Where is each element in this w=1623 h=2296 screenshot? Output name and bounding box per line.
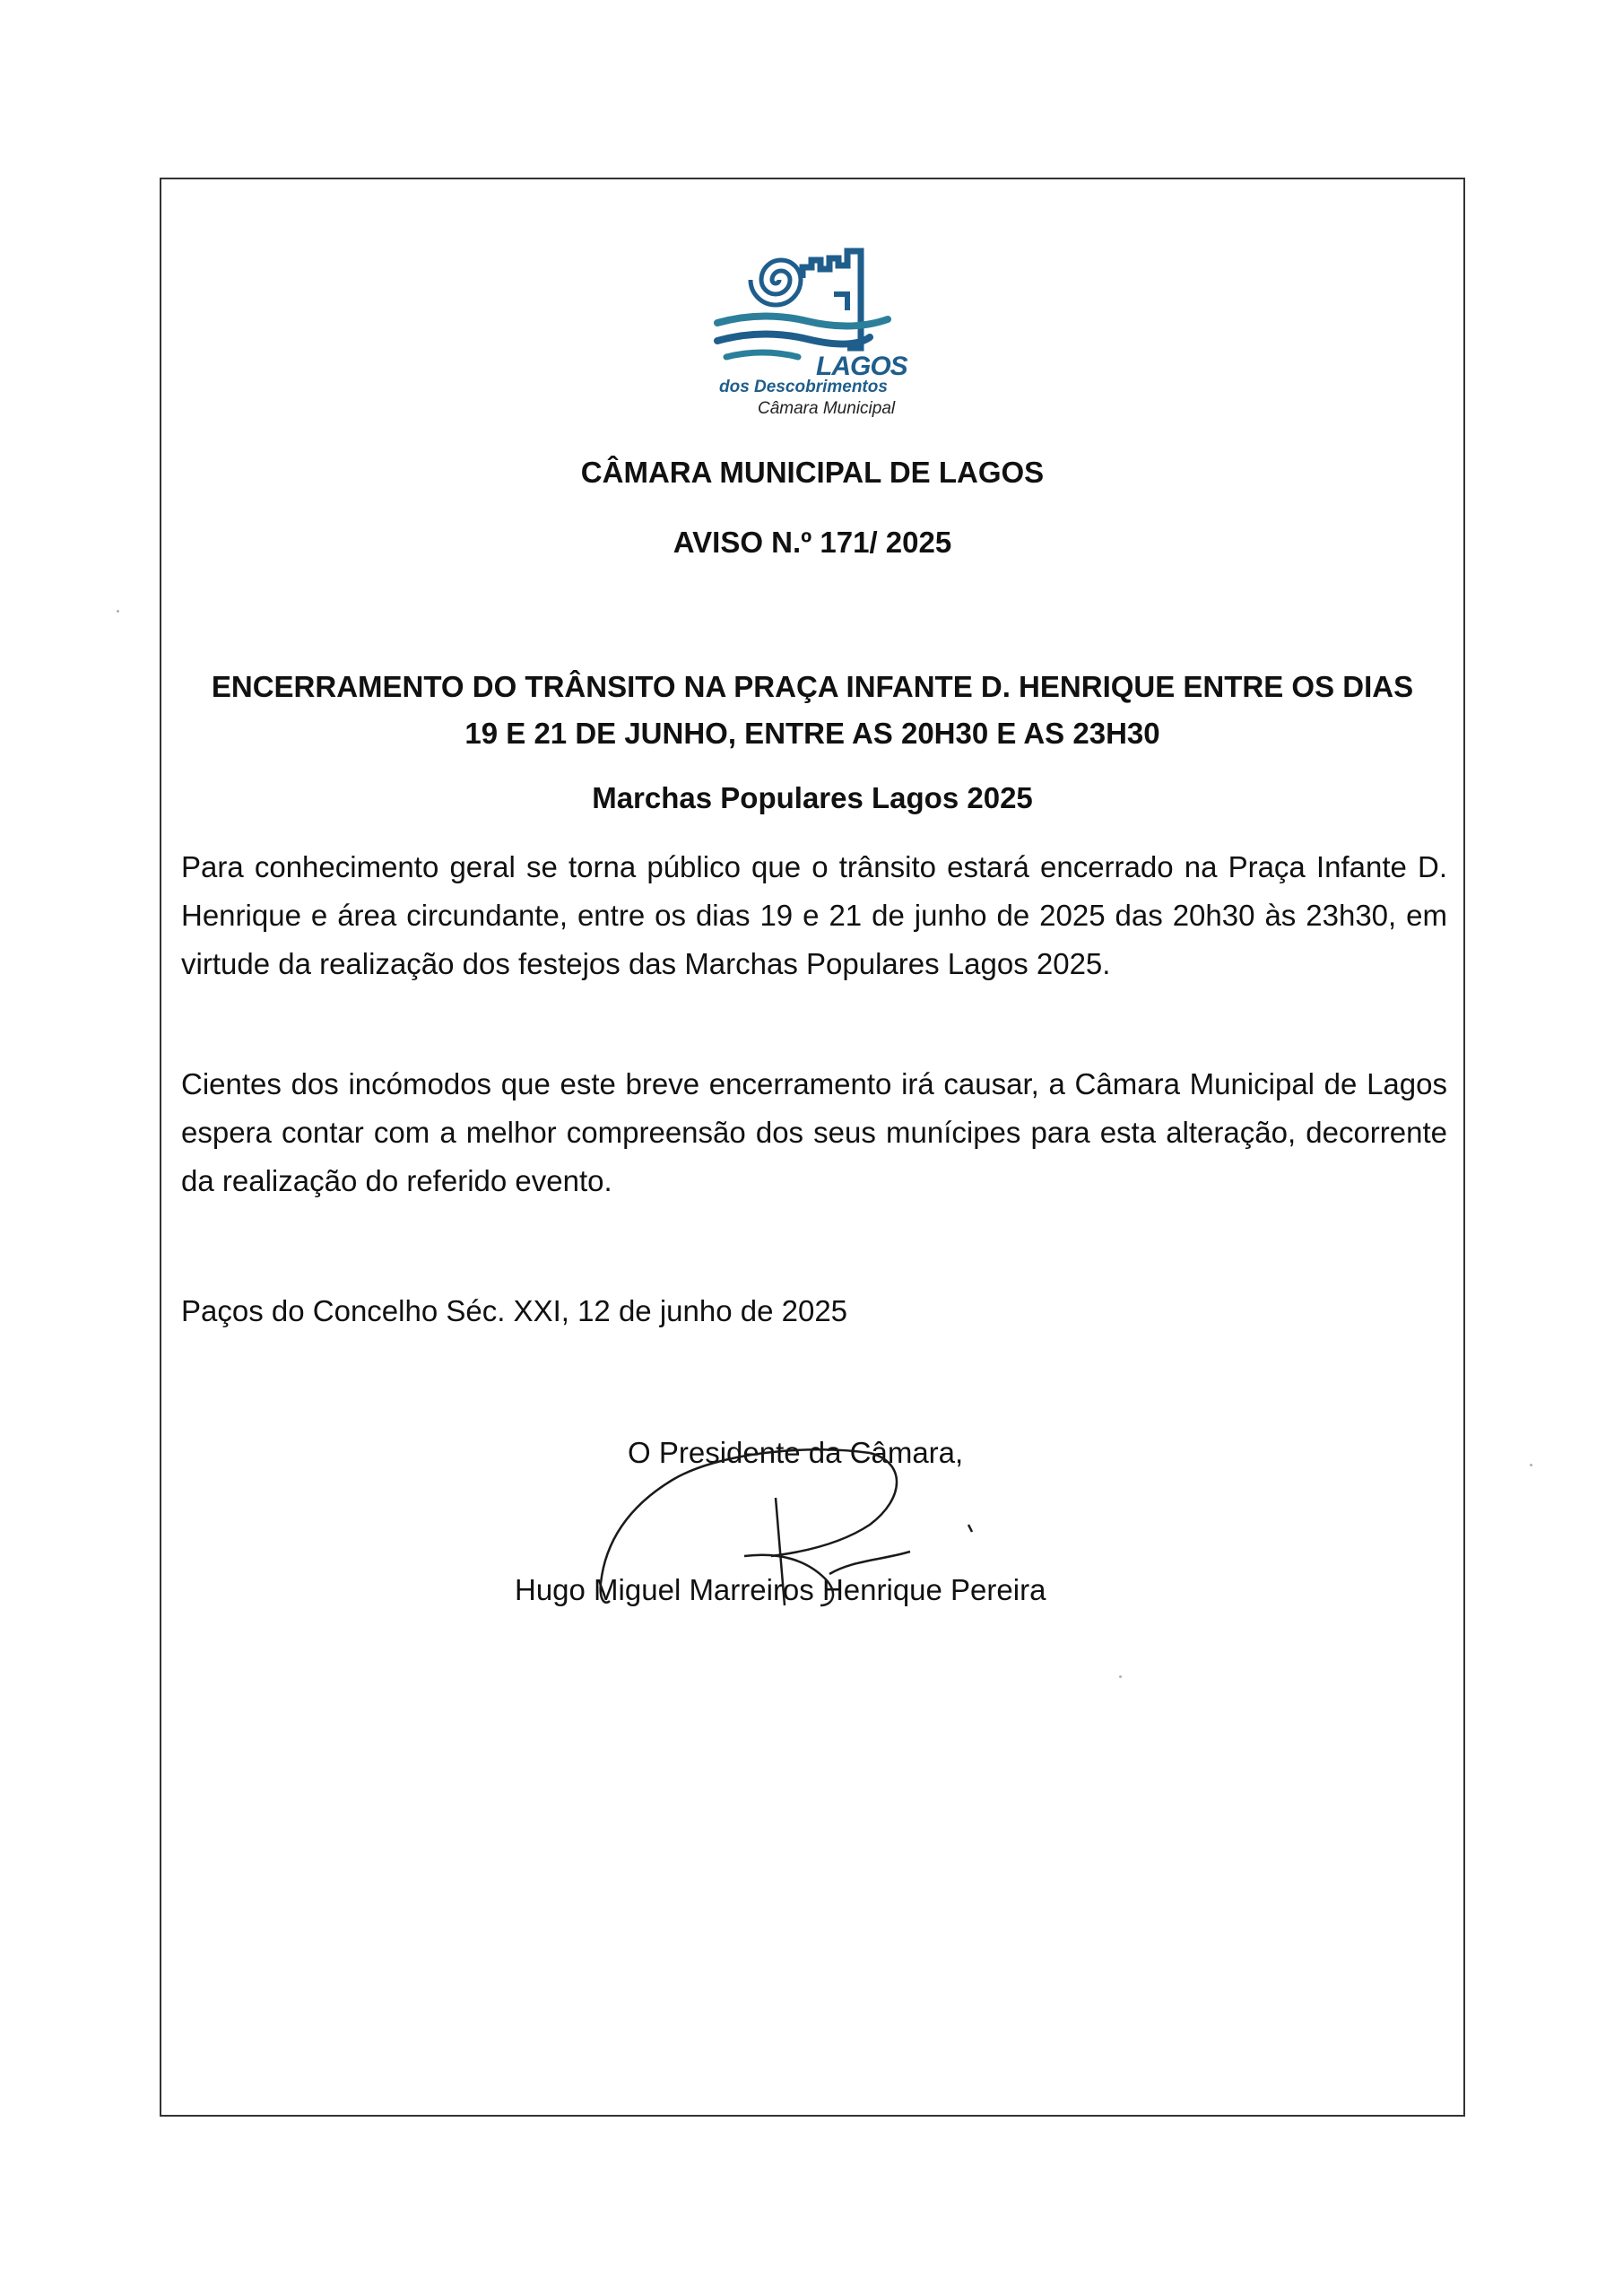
event-title: Marchas Populares Lagos 2025	[592, 781, 1033, 814]
scan-speck	[1119, 1675, 1122, 1678]
subject-line-2: 19 E 21 DE JUNHO, ENTRE AS 20H30 E AS 23H30	[464, 717, 1160, 750]
logo-subtitle: Câmara Municipal	[758, 399, 896, 418]
logo-wordmark: LAGOS	[816, 352, 907, 381]
scan-speck	[1530, 1464, 1532, 1466]
notice-number: AVISO N.º 171/ 2025	[673, 526, 952, 559]
subject-line-1: ENCERRAMENTO DO TRÂNSITO NA PRAÇA INFANTE D. HENRIQUE ENTRE OS DIAS	[211, 670, 1414, 703]
body-paragraph-2: Cientes dos incómodos que este breve encerramento irá causar, a Câmara Municipal de Lagos espera contar com a melhor compreensão dos seus munícipes para esta alteração, decorrente da realização do referido evento.	[181, 1067, 1447, 1197]
notice-subject	[160, 664, 1465, 757]
signatory-title: O Presidente da Câmara,	[628, 1436, 964, 1469]
place-and-date: Paços do Concelho Séc. XXI, 12 de junho de 2025	[181, 1294, 848, 1327]
body-paragraph-1: Para conhecimento geral se torna público que o trânsito estará encerrado na Praça Infante D. Henrique e área circundante, entre os dias 19 e 21 de junho de 2025 das 20h30 às 23h30, em virtude da realização dos festejos das Marchas Populares Lagos 2025.	[181, 850, 1447, 980]
signatory-name: Hugo Miguel Marreiros Henrique Pereira	[515, 1573, 1046, 1606]
scan-speck	[117, 610, 119, 613]
lagos-municipal-logo	[708, 240, 924, 427]
organization-name: CÂMARA MUNICIPAL DE LAGOS	[580, 456, 1045, 489]
logo-tagline: dos Descobrimentos	[719, 378, 888, 396]
